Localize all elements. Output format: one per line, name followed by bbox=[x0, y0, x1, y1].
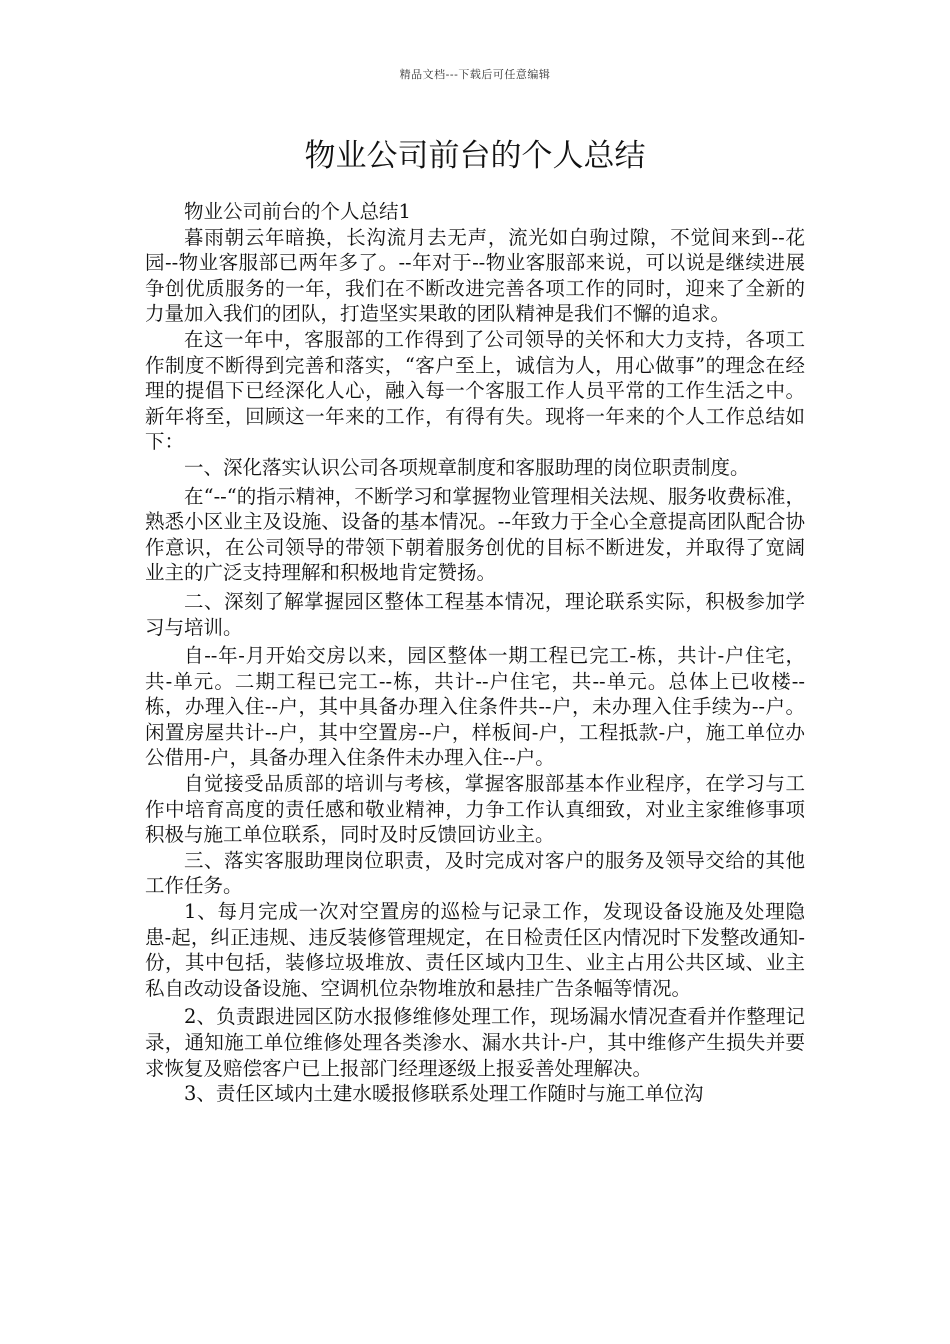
body-paragraph: 暮雨朝云年暗换，长沟流月去无声，流光如白驹过隙，不觉间来到--花园--物业客服部已两年多了。--年对于--物业客服部来说，可以说是继续进展争创优质服务的一年，我们在不断改进完善各项工作的同时，迎来了全新的力量加入我们的团队，打造坚实果敢的团队精神是我们不懈的追求。 bbox=[145, 225, 805, 326]
body-paragraph: 在这一年中，客服部的工作得到了公司领导的关怀和大力支持，各项工作制度不断得到完善和落实，“客户至上，诚信为人，用心做事”的理念在经理的提倡下已经深化人心，融入每一个客服工作人员平常的工作生活之中。新年将至，回顾这一年来的工作，有得有失。现将一年来的个人工作总结如下： bbox=[145, 327, 805, 454]
document-body bbox=[145, 199, 805, 1107]
body-paragraph: 在“--“的指示精神，不断学习和掌握物业管理相关法规、服务收费标准，熟悉小区业主及设施、设备的基本情况。--年致力于全心全意提高团队配合协作意识，在公司领导的带领下朝着服务创优的目标不断进发，并取得了宽阔业主的广泛支持理解和积极地肯定赞扬。 bbox=[145, 484, 805, 585]
section-heading: 一、深化落实认识公司各项规章制度和客服助理的岗位职责制度。 bbox=[184, 455, 750, 479]
list-item: 3、责任区域内土建水暖报修联系处理工作随时与施工单位沟 bbox=[184, 1082, 704, 1106]
header-note: 精品文档---下载后可任意编辑 bbox=[399, 68, 551, 81]
list-item: 2、负责跟进园区防水报修维修处理工作，现场漏水情况查看并作整理记录，通知施工单位维修处理各类渗水、漏水共计-户，其中维修产生损失并要求恢复及赔偿客户已上报部门经理逐级上报妥善处理解决。 bbox=[145, 1005, 805, 1080]
section-heading: 三、落实客服助理岗位职责，及时完成对客户的服务及领导交给的其他工作任务。 bbox=[145, 848, 805, 898]
subtitle-paragraph: 物业公司前台的个人总结1 bbox=[184, 200, 411, 223]
body-paragraph: 自--年-月开始交房以来，园区整体一期工程已完工-栋，共计-户住宅，共-单元。二期工程已完工--栋，共计--户住宅，共--单元。总体上已收楼--栋，办理入住--户，其中具备办理入住条件共--户，未办理入住手续为--户。闲置房屋共计--户，其中空置房--户，样板间-户，工程抵款-户，施工单位办公借用-户，具备办理入住条件未办理入住--户。 bbox=[145, 644, 805, 770]
document-title: 物业公司前台的个人总结 bbox=[304, 138, 646, 174]
list-item: 1、每月完成一次对空置房的巡检与记录工作，发现设备设施及处理隐患-起，纠正违规、违反装修管理规定，在日检责任区内情况时下发整改通知-份，其中包括，装修垃圾堆放、责任区域内卫生、业主占用公共区域、业主私自改动设备设施、空调机位杂物堆放和悬挂广告条幅等情况。 bbox=[145, 900, 805, 1000]
body-paragraph: 自觉接受品质部的培训与考核，掌握客服部基本作业程序，在学习与工作中培育高度的责任感和敬业精神，力争工作认真细致，对业主家维修事项积极与施工单位联系，同时及时反馈回访业主。 bbox=[145, 772, 805, 847]
section-heading: 二、深刻了解掌握园区整体工程基本情况，理论联系实际，积极参加学习与培训。 bbox=[145, 589, 805, 639]
